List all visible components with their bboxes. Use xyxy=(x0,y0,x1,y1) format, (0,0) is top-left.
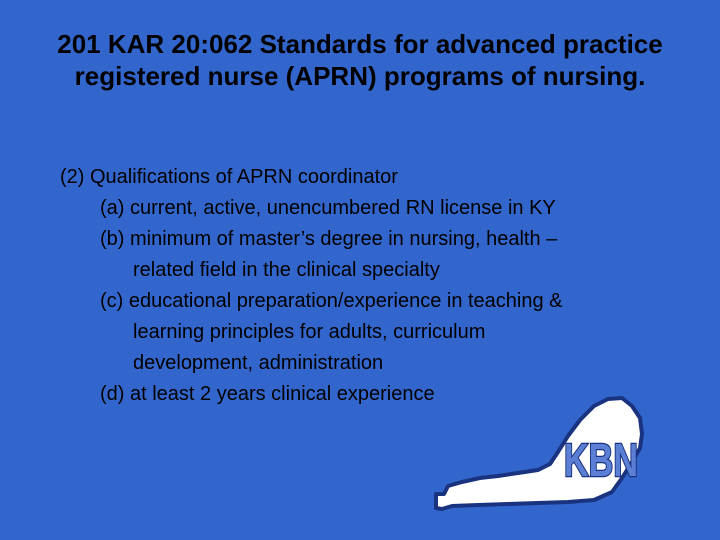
list-item-d: (d) at least 2 years clinical experience xyxy=(100,383,435,405)
section-heading: (2) Qualifications of APRN coordinator xyxy=(60,166,398,188)
list-item-c-continued-1: learning principles for adults, curriculum xyxy=(133,321,486,343)
list-item-b: (b) minimum of master’s degree in nursing, health – xyxy=(100,228,558,250)
kbn-logo-text: KBN xyxy=(564,434,638,486)
list-item-a: (a) current, active, unencumbered RN license in KY xyxy=(100,197,556,219)
slide-title: 201 KAR 20:062 Standards for advanced practice registered nurse (APRN) programs of nursing. xyxy=(57,29,663,91)
list-item-c: (c) educational preparation/experience in teaching & xyxy=(100,290,563,312)
list-item-b-continued: related field in the clinical specialty xyxy=(133,259,440,281)
slide-body xyxy=(60,162,700,410)
kbn-logo xyxy=(428,390,648,515)
list-item-c-continued-2: development, administration xyxy=(133,352,384,374)
